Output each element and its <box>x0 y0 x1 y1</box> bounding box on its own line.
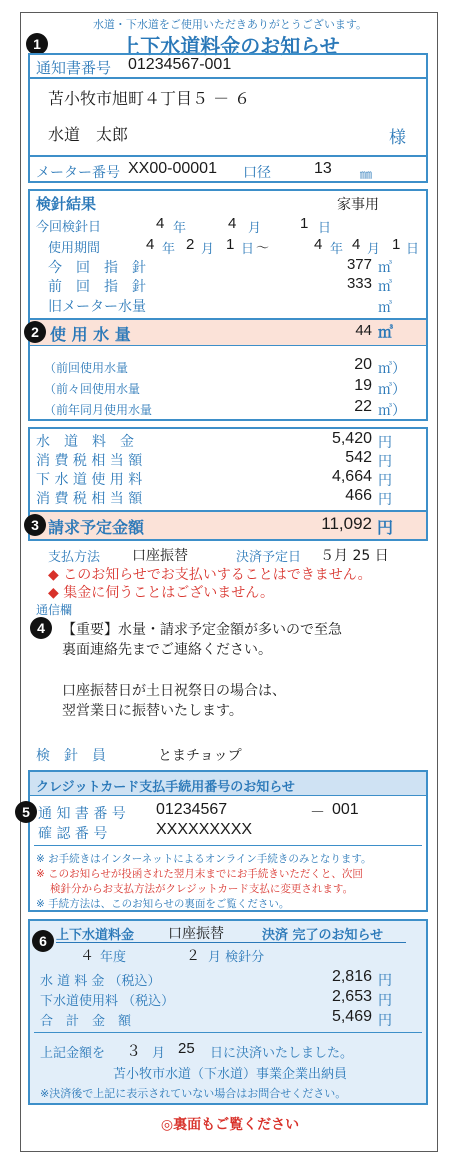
settle-post: 日に決済いたしました。 <box>210 1046 354 1061</box>
settle-month-label: 月 <box>152 1046 166 1061</box>
receipt-footnote: ※決済後で上記に表示されていない場合はお問合せください。 <box>40 1087 347 1100</box>
marker-1: 1 <box>26 33 48 55</box>
total-value: 11,092 <box>321 514 372 533</box>
payment-method-label: 支払方法 <box>48 550 101 565</box>
credit-confirm-number: XXXXXXXXX <box>156 821 253 838</box>
divider <box>28 77 428 79</box>
yen-unit: 円 <box>378 454 392 470</box>
yen-unit: 円 <box>378 973 392 989</box>
inspector-label: 検 針 員 <box>36 748 106 764</box>
charge-label: 消 費 税 相 当 額 <box>36 453 143 469</box>
comm-label: 通信欄 <box>36 603 73 617</box>
customer-name: 水道 太郎 <box>48 125 129 144</box>
prev-usage-value: 20 <box>354 356 372 373</box>
divider <box>28 510 428 512</box>
divider <box>28 318 428 320</box>
receipt-month-label: 月 検針分 <box>208 950 265 965</box>
usage-value: 44 <box>355 322 372 339</box>
receipt-year: ４ <box>80 948 94 964</box>
m3-unit: ㎥） <box>378 361 406 377</box>
bore-unit: ㎜ <box>360 167 373 181</box>
receipt-year-label: 年度 <box>100 950 127 965</box>
receipt-row-label: 水 道 料 金 （税込） <box>40 974 161 989</box>
credit-dash: － <box>310 803 326 821</box>
reading-date-day: 1 <box>300 215 309 232</box>
message-line: 裏面連絡先までご連絡ください。 <box>62 642 272 658</box>
day-char: 日 <box>241 242 255 257</box>
year-char: 年 <box>162 242 176 257</box>
receipt-total-value: 5,469 <box>331 1008 372 1025</box>
greeting-text: 水道・下水道をご使用いただきありがとうございます。 <box>92 18 368 31</box>
credit-note: ※ お手続きはインターネットによるオンライン手続きのみとなります。 <box>36 853 372 865</box>
settle-month: ３ <box>126 1042 142 1060</box>
payment-method: 口座振替 <box>132 548 188 564</box>
divider <box>28 155 428 157</box>
m3-unit: ㎥） <box>378 382 406 398</box>
credit-notice-label: 通 知 書 番 号 <box>38 806 126 822</box>
day-char: 日 <box>406 242 420 257</box>
month-char: 月 <box>367 242 381 257</box>
meter-number: XX00-00001 <box>128 160 217 177</box>
divider <box>28 345 428 346</box>
honorific: 様 <box>389 128 406 148</box>
message-line: 【重要】水量・請求予定金額が多いので至急 <box>62 622 342 638</box>
receipt-row-label: 下水道使用料 （税込） <box>40 994 175 1009</box>
month-char: 月 <box>248 221 262 236</box>
warning-no-collection: ◆ 集金に伺うことはございません。 <box>48 585 275 601</box>
due-date: ５月 25 日 <box>320 548 389 564</box>
credit-notice-suffix: 001 <box>332 801 359 818</box>
bore-label: 口径 <box>243 165 271 181</box>
due-date-label: 決済予定日 <box>236 550 302 565</box>
issuer: 苫小牧市水道（下水道）事業企業出納員 <box>112 1067 347 1082</box>
reading-date-year: 4 <box>156 215 165 232</box>
divider <box>34 1032 422 1033</box>
charge-label: 下 水 道 使 用 料 <box>36 472 143 488</box>
period-from-month: 2 <box>186 236 195 253</box>
reading-date-label: 今回検針日 <box>36 220 102 235</box>
receipt-row-value: 2,816 <box>331 968 372 985</box>
credit-note: ※ 手続方法は、このお知らせの裏面をご覧ください。 <box>36 898 290 910</box>
yen-unit: 円 <box>378 473 392 489</box>
inspector-name: とまチョップ <box>158 748 242 764</box>
period-to-year: 4 <box>314 236 323 253</box>
receipt-row-value: 2,653 <box>331 988 372 1005</box>
marker-6: 6 <box>32 930 54 952</box>
credit-confirm-label: 確 認 番 号 <box>38 826 108 842</box>
credit-note: 検針分からお支払方法がクレジットカード支払に変更されます。 <box>50 883 354 895</box>
current-reading-label: 今 回 指 針 <box>48 260 146 276</box>
yen-unit: 円 <box>378 435 392 451</box>
period-tilde: ～ <box>256 241 270 256</box>
m3-unit: ㎥ <box>378 260 392 276</box>
message-line: 翌営業日に振替いたします。 <box>62 703 243 719</box>
charge-value: 5,420 <box>331 430 372 447</box>
message-line: 口座振替日が土日祝祭日の場合は、 <box>62 683 286 699</box>
divider <box>28 795 428 796</box>
total-label: 請求予定金額 <box>48 518 145 537</box>
warning-no-payment: ◆ このお知らせでお支払いすることはできません。 <box>48 567 372 583</box>
period-from-day: 1 <box>226 236 235 253</box>
m3-unit: ㎥ <box>378 300 392 316</box>
receipt-month: ２ <box>186 948 200 964</box>
back-notice: ◎裏面もご覧ください <box>160 1117 300 1133</box>
current-reading-value: 377 <box>346 256 372 273</box>
customer-address: 苫小牧市旭町４丁目５ － ６ <box>48 89 251 108</box>
charge-label: 水 道 料 金 <box>36 434 134 450</box>
m3-unit: ㎥ <box>378 279 392 295</box>
total-unit: 円 <box>377 518 394 537</box>
marker-5: 5 <box>15 801 37 823</box>
meter-number-label: メーター番号 <box>36 165 120 181</box>
yen-unit: 円 <box>378 1013 392 1029</box>
charge-value: 466 <box>345 487 372 504</box>
bore-value: 13 <box>314 160 332 177</box>
divider <box>56 942 406 943</box>
period-label: 使用期間 <box>48 241 101 256</box>
marker-3: 3 <box>24 514 46 536</box>
divider <box>34 845 422 846</box>
notice-number: 01234567-001 <box>128 56 232 73</box>
usage-type: 家事用 <box>337 197 379 213</box>
period-from-year: 4 <box>146 236 155 253</box>
charge-value: 4,664 <box>331 468 372 485</box>
last-year-usage-label: （前年同月使用水量 <box>44 403 153 417</box>
settle-pre: 上記金額を <box>40 1046 106 1061</box>
old-meter-label: 旧メーター水量 <box>48 299 146 315</box>
receipt-complete: 決済 完了のお知らせ <box>262 928 384 943</box>
receipt-row-label: 合 計 金 額 <box>40 1014 132 1029</box>
yen-unit: 円 <box>378 993 392 1009</box>
page-title: 上下水道料金のお知らせ <box>120 34 340 58</box>
reading-title: 検針結果 <box>36 195 97 213</box>
period-to-month: 4 <box>352 236 361 253</box>
marker-4: 4 <box>30 617 52 639</box>
receipt-title: 上下水道料金 <box>56 928 135 943</box>
charge-value: 542 <box>345 449 372 466</box>
notice-number-label: 通知書番号 <box>36 59 112 77</box>
year-char: 年 <box>173 221 187 236</box>
credit-notice-number: 01234567 <box>156 801 228 818</box>
prev-usage-label: （前回使用水量 <box>44 361 129 375</box>
charge-label: 消 費 税 相 当 額 <box>36 491 143 507</box>
yen-unit: 円 <box>378 492 392 508</box>
settle-day: 25 <box>178 1040 195 1057</box>
reading-date-month: 4 <box>228 215 237 232</box>
receipt-method: 口座振替 <box>168 926 224 942</box>
last-year-usage-value: 22 <box>354 398 372 415</box>
prev2-usage-value: 19 <box>354 377 372 394</box>
previous-reading-value: 333 <box>346 275 372 292</box>
usage-label: 使 用 水 量 <box>50 325 131 344</box>
marker-2: 2 <box>24 321 46 343</box>
prev2-usage-label: （前々回使用水量 <box>44 382 141 396</box>
year-char: 年 <box>330 242 344 257</box>
credit-note: ※ このお知らせが投函された翌月末までにお手続きいただくと、次回 <box>36 868 363 880</box>
credit-title: クレジットカード支払手続用番号のお知らせ <box>36 780 295 795</box>
previous-reading-label: 前 回 指 針 <box>48 279 146 295</box>
usage-unit: ㎥ <box>378 323 394 341</box>
period-to-day: 1 <box>392 236 401 253</box>
month-char: 月 <box>201 242 215 257</box>
day-char: 日 <box>318 221 332 236</box>
m3-unit: ㎥） <box>378 403 406 419</box>
